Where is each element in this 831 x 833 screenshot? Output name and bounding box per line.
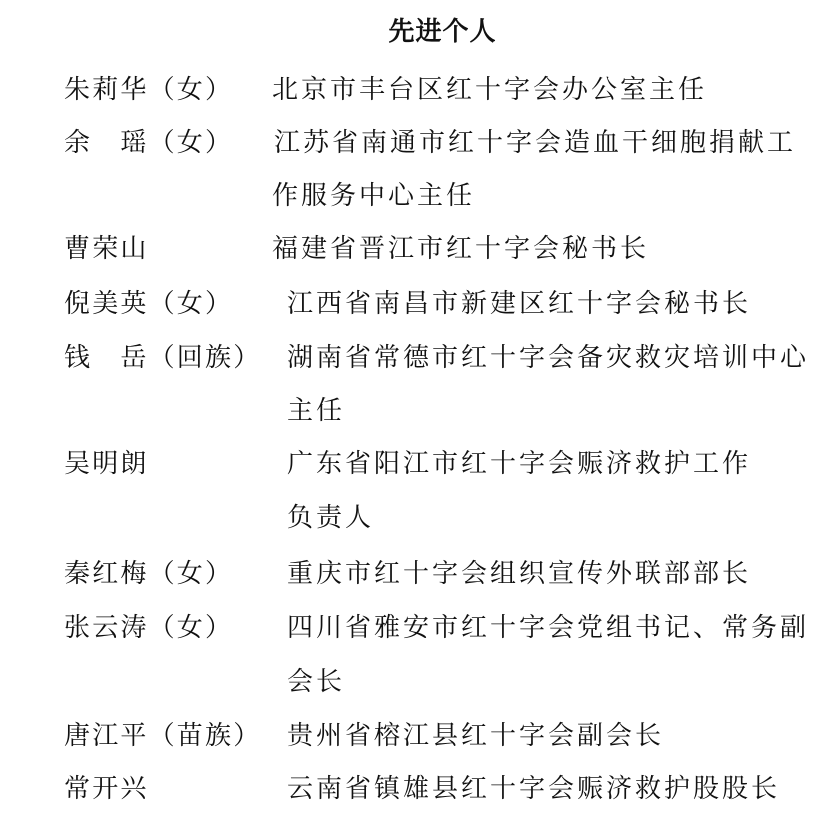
person-role: 江苏省南通市红十字会造血干细胞捐献工 — [274, 128, 797, 158]
person-name: 唐江平（苗族） — [64, 721, 262, 751]
person-role: 福建省晋江市红十字会秘书长 — [272, 234, 650, 264]
person-role-continued: 主任 — [287, 396, 346, 426]
person-name: 常开兴 — [64, 774, 149, 804]
person-role: 四川省雅安市红十字会党组书记、常务副 — [287, 613, 810, 643]
person-role-continued: 负责人 — [287, 503, 375, 533]
section-title: 先进个人 — [388, 17, 497, 47]
person-role: 云南省镇雄县红十字会赈济救护股股长 — [287, 774, 781, 804]
person-role: 广东省阳江市红十字会赈济救护工作 — [287, 449, 752, 479]
person-role: 贵州省榕江县红十字会副会长 — [287, 721, 665, 751]
person-role: 湖南省常德市红十字会备灾救灾培训中心 — [287, 343, 810, 373]
person-name: 曹荣山 — [64, 234, 149, 264]
person-name: 张云涛（女） — [64, 613, 234, 643]
person-name: 吴明朗 — [64, 449, 149, 479]
person-name: 钱 岳（回族） — [64, 343, 262, 373]
person-name: 余 瑶（女） — [64, 128, 234, 158]
person-name: 倪美英（女） — [64, 289, 234, 319]
person-role: 北京市丰台区红十字会办公室主任 — [272, 75, 708, 105]
person-role-continued: 会长 — [287, 667, 346, 697]
person-role: 江西省南昌市新建区红十字会秘书长 — [287, 289, 752, 319]
person-role-continued: 作服务中心主任 — [272, 181, 476, 211]
person-name: 朱莉华（女） — [64, 75, 234, 105]
person-name: 秦红梅（女） — [64, 559, 234, 589]
person-role: 重庆市红十字会组织宣传外联部部长 — [287, 559, 752, 589]
